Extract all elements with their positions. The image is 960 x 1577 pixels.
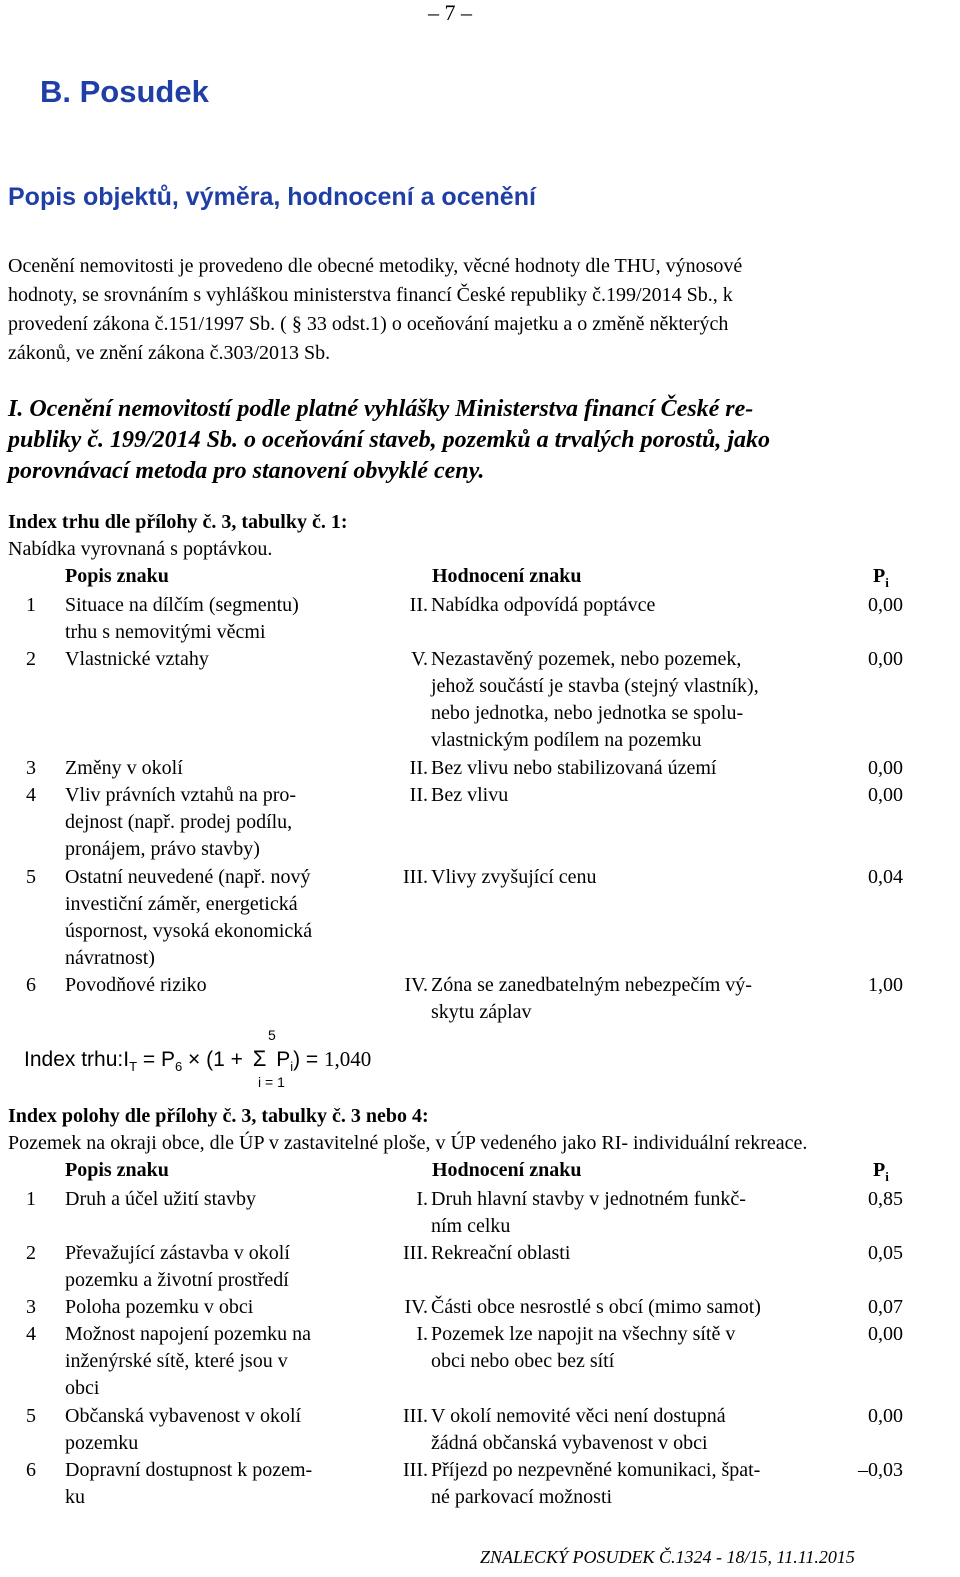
formula-label-sub: T [129,1059,138,1075]
page-number: – 7 – [428,0,472,25]
row-number: 5 [26,1405,36,1427]
row-grade: Příjezd po nezpevněné komunikaci, špat- né parkovací možnosti [431,1459,761,1508]
row-number: 1 [26,594,36,616]
row-grade-level: II. [409,594,428,616]
table-row [8,1294,908,1321]
row-pi-value: 1,00 [868,974,903,996]
col-header-p-sub: i [885,575,889,590]
row-number: 3 [26,757,36,779]
table-row [8,864,908,969]
row-grade-level: III. [403,1459,428,1481]
col-header-p [873,1159,889,1185]
formula-close: ) = [293,1048,325,1071]
row-grade-level: II. [409,757,428,779]
row-number: 2 [26,1242,36,1264]
col-header-desc: Popis znaku [65,565,169,587]
location-index-title: Index polohy dle přílohy č. 3, tabulky č. 3 nebo 4: [8,1105,429,1127]
row-grade-level: IV. [404,974,428,996]
table-row [8,1186,908,1237]
table-row [8,755,908,782]
row-grade-level: II. [409,784,428,806]
intro-line: hodnoty, se srovnáním s vyhláškou ministerstva financí České republiky č.199/2014 Sb., k [8,284,733,306]
table-row [8,1321,908,1399]
intro-paragraph [8,252,904,368]
row-number: 1 [26,1188,36,1210]
sigma-icon: Σ [252,1046,267,1071]
row-pi-value: 0,00 [868,1405,903,1427]
row-description: Vlastnické vztahy [65,648,209,670]
formula-result: 1,040 [324,1047,372,1071]
formula-p-term: P [270,1048,291,1071]
row-number: 2 [26,648,36,670]
row-grade-level: III. [403,1242,428,1264]
row-pi-value: 0,00 [868,594,903,616]
table-row [8,1403,908,1454]
row-pi-value: 0,00 [868,648,903,670]
row-number: 4 [26,1323,36,1345]
row-pi-value: 0,00 [868,784,903,806]
row-grade: Pozemek lze napojit na všechny sítě v obci nebo obec bez sítí [431,1323,736,1372]
formula-label: Index trhu:I [24,1048,130,1071]
footer: ZNALECKÝ POSUDEK Č.1324 - 18/15, 11.11.2015 [480,1547,855,1567]
row-grade-level: I. [416,1188,428,1210]
intro-line: Ocenění nemovitosti je provedeno dle obecné metodiky, věcné hodnoty dle THU, výnosové [8,255,743,277]
location-index-note: Pozemek na okraji obce, dle ÚP v zastavitelné ploše, v ÚP vedeného jako RI- individuální rekreace. [8,1132,808,1154]
formula-mult: × (1 + [182,1048,249,1071]
row-number: 5 [26,866,36,888]
row-description: Dopravní dostupnost k pozem- ku [65,1459,313,1508]
row-description: Vliv právních vztahů na pro- dejnost (např. prodej podílu, pronájem, právo stavby) [65,784,297,860]
table-row [8,1457,908,1508]
row-number: 3 [26,1296,36,1318]
heading-line: I. Ocenění nemovitostí podle platné vyhlášky Ministerstva financí České re- [8,396,754,422]
row-description: Druh a účel užití stavby [65,1188,257,1210]
row-grade: Nabídka odpovídá poptávce [431,594,656,616]
row-grade: Vlivy zvyšující cenu [431,866,597,888]
col-header-p-letter: P [873,1159,886,1181]
row-grade: Druh hlavní stavby v jednotném funkč- ním celku [431,1188,746,1237]
formula-eq: = P [137,1048,175,1071]
table-row [8,782,908,860]
row-description: Situace na dílčím (segmentu) trhu s nemovitými věcmi [65,594,299,643]
row-description: Ostatní neuvedené (např. nový investiční záměr, energetická úspornost, vysoká ekonomická návratnost) [65,866,313,969]
table-row [8,592,908,643]
row-description: Občanská vybavenost v okolí pozemku [65,1405,302,1454]
formula [24,1046,371,1074]
col-header-grade: Hodnocení znaku [432,1159,582,1181]
row-pi-value: 0,05 [868,1242,903,1264]
row-number: 6 [26,974,36,996]
row-grade-level: V. [411,648,428,670]
heading-line: publiky č. 199/2014 Sb. o oceňování staveb, pozemků a trvalých porostů, jako [8,427,770,453]
subtitle: Popis objektů, výměra, hodnocení a ocenění [8,183,536,211]
row-pi-value: 0,00 [868,1323,903,1345]
row-pi-value: 0,04 [868,866,903,888]
table-row [8,646,908,751]
row-description: Převažující zástavba v okolí pozemku a životní prostředí [65,1242,290,1291]
row-grade-level: IV. [404,1296,428,1318]
col-header-p-sub: i [885,1169,889,1184]
row-number: 6 [26,1459,36,1481]
row-grade: Zóna se zanedbatelným nebezpečím vý- skytu záplav [431,974,752,1023]
row-pi-value: 0,07 [868,1296,903,1318]
formula-upper-limit: 5 [268,1027,276,1043]
intro-line: provedení zákona č.151/1997 Sb. ( § 33 odst.1) o oceňování majetku a o změně některých [8,313,729,335]
row-pi-value: 0,85 [868,1188,903,1210]
row-description: Poloha pozemku v obci [65,1296,254,1318]
row-number: 4 [26,784,36,806]
row-grade: V okolí nemovité věci není dostupná žádná občanská vybavenost v obci [431,1405,726,1454]
section-title: B. Posudek [40,74,209,109]
col-header-desc: Popis znaku [65,1159,169,1181]
col-header-p-letter: P [873,565,886,587]
formula-lower-limit: i = 1 [258,1074,285,1090]
row-grade-level: III. [403,866,428,888]
market-index-note: Nabídka vyrovnaná s poptávkou. [8,538,273,560]
row-grade: Bez vlivu [431,784,509,806]
row-grade: Části obce nesrostlé s obcí (mimo samot) [431,1296,761,1318]
row-grade-level: I. [416,1323,428,1345]
col-header-grade: Hodnocení znaku [432,565,582,587]
intro-line: zákonů, ve znění zákona č.303/2013 Sb. [8,342,331,364]
row-description: Povodňové riziko [65,974,207,996]
formula-pi-sub: i [290,1059,294,1075]
formula-p-sub: 6 [174,1059,183,1075]
row-pi-value: –0,03 [858,1459,903,1481]
row-description: Změny v okolí [65,757,183,779]
col-header-p [873,565,889,591]
row-grade-level: III. [403,1405,428,1427]
table-row [8,1240,908,1291]
table-row [8,972,908,1023]
row-pi-value: 0,00 [868,757,903,779]
row-grade: Nezastavěný pozemek, nebo pozemek, jehož součástí je stavba (stejný vlastník), nebo jednotka, nebo jednotka se spolu- vlastnickým podílem na pozemku [431,648,759,751]
market-index-title: Index trhu dle přílohy č. 3, tabulky č. 1: [8,511,348,533]
row-grade: Rekreační oblasti [431,1242,571,1264]
heading-line: porovnávací metoda pro stanovení obvyklé ceny. [8,458,485,484]
row-description: Možnost napojení pozemku na inženýrské sítě, které jsou v obci [65,1323,312,1399]
row-grade: Bez vlivu nebo stabilizovaná území [431,757,717,779]
